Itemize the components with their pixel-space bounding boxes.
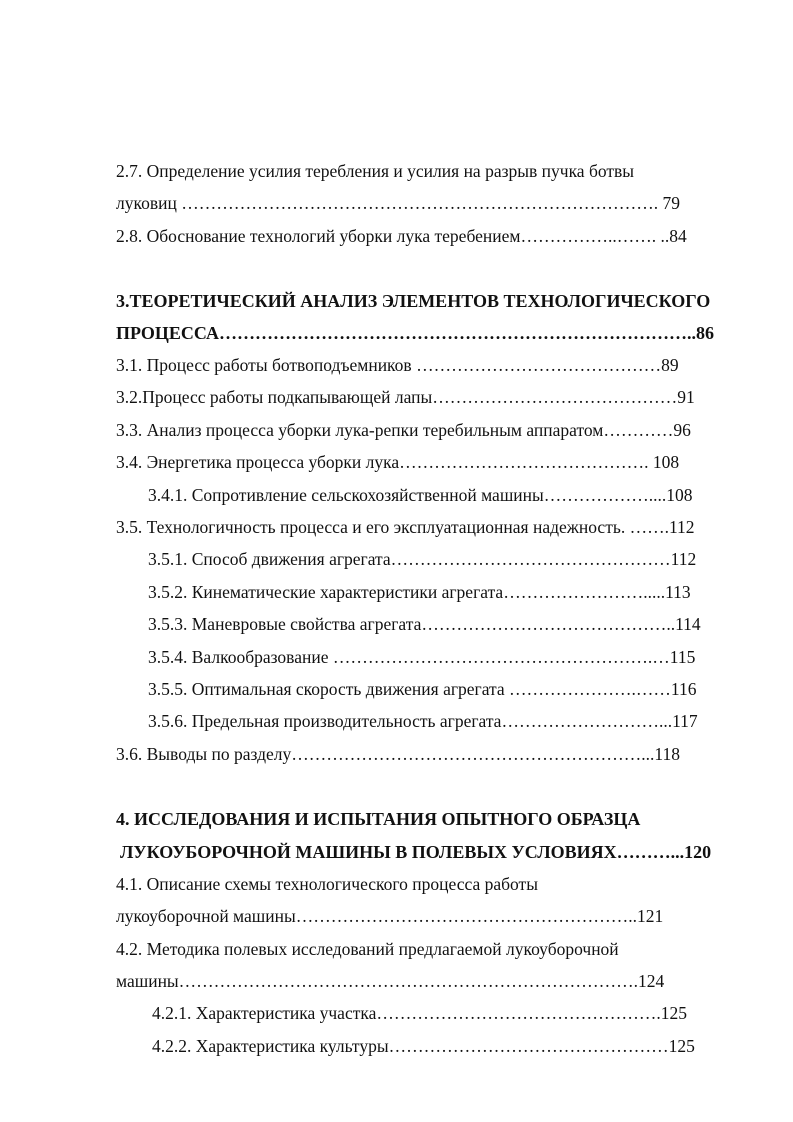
toc-chapter-3-cont: ПРОЦЕССА……………………………………………………………………..86 (116, 323, 714, 343)
toc-entry-4-2-cont: машины…………………………………………………………………….124 (116, 971, 665, 991)
toc-entry-3-1: 3.1. Процесс работы ботвоподъемников ……………………………………89 (116, 355, 679, 375)
toc-entry-2-8: 2.8. Обоснование технологий уборки лука теребением……………..……. ..84 (116, 226, 687, 246)
toc-entry-4-2: 4.2. Методика полевых исследований предлагаемой лукоуборочной (116, 939, 619, 959)
toc-entry-3-5-6: 3.5.6. Предельная производительность агрегата………………………...117 (148, 711, 698, 731)
toc-entry-3-5: 3.5. Технологичность процесса и его эксплуатационная надежность. …….112 (116, 517, 695, 537)
toc-entry-3-5-2: 3.5.2. Кинематические характеристики агрегата…………………….....113 (148, 582, 691, 602)
toc-entry-3-4: 3.4. Энергетика процесса уборки лука……………………………………. 108 (116, 452, 680, 472)
toc-entry-4-2-1: 4.2.1. Характеристика участка………………………………………….125 (152, 1003, 687, 1023)
toc-entry-3-5-5: 3.5.5. Оптимальная скорость движения агрегата ………………….……116 (148, 679, 697, 699)
toc-entry-3-5-3: 3.5.3. Маневровые свойства агрегата……………………………………..114 (148, 614, 701, 634)
toc-entry-3-6: 3.6. Выводы по разделу……………………………………………………...118 (116, 744, 680, 764)
toc-entry-3-2: 3.2.Процесс работы подкапывающей лапы……………………………………91 (116, 387, 695, 407)
toc-entry-3-3: 3.3. Анализ процесса уборки лука-репки теребильным аппаратом…………96 (116, 420, 691, 440)
toc-entry-4-2-2: 4.2.2. Характеристика культуры…………………………………………125 (152, 1036, 695, 1056)
toc-entry-2-7: 2.7. Определение усилия теребления и усилия на разрыв пучка ботвы (116, 161, 635, 181)
toc-entry-3-4-1: 3.4.1. Сопротивление сельскохозяйственной машины………………....108 (148, 485, 693, 505)
toc-entry-4-1-cont: лукоуборочной машины…………………………………………………..121 (116, 906, 664, 926)
toc-entry-2-7-cont: луковиц ………………………………………………………………………. 79 (116, 193, 680, 213)
toc-chapter-4: 4. ИССЛЕДОВАНИЯ И ИСПЫТАНИЯ ОПЫТНОГО ОБРАЗЦА (116, 809, 641, 829)
toc-entry-4-1: 4.1. Описание схемы технологического процесса работы (116, 874, 538, 894)
toc-chapter-3: 3.ТЕОРЕТИЧЕСКИЙ АНАЛИЗ ЭЛЕМЕНТОВ ТЕХНОЛОГИЧЕСКОГО (116, 291, 711, 311)
toc-entry-3-5-4: 3.5.4. Валкообразование ……………………………………………….…115 (148, 647, 696, 667)
toc-entry-3-5-1: 3.5.1. Способ движения агрегата…………………………………………112 (148, 549, 697, 569)
toc-chapter-4-cont: ЛУКОУБОРОЧНОЙ МАШИНЫ В ПОЛЕВЫХ УСЛОВИЯХ………...120 (120, 842, 712, 862)
